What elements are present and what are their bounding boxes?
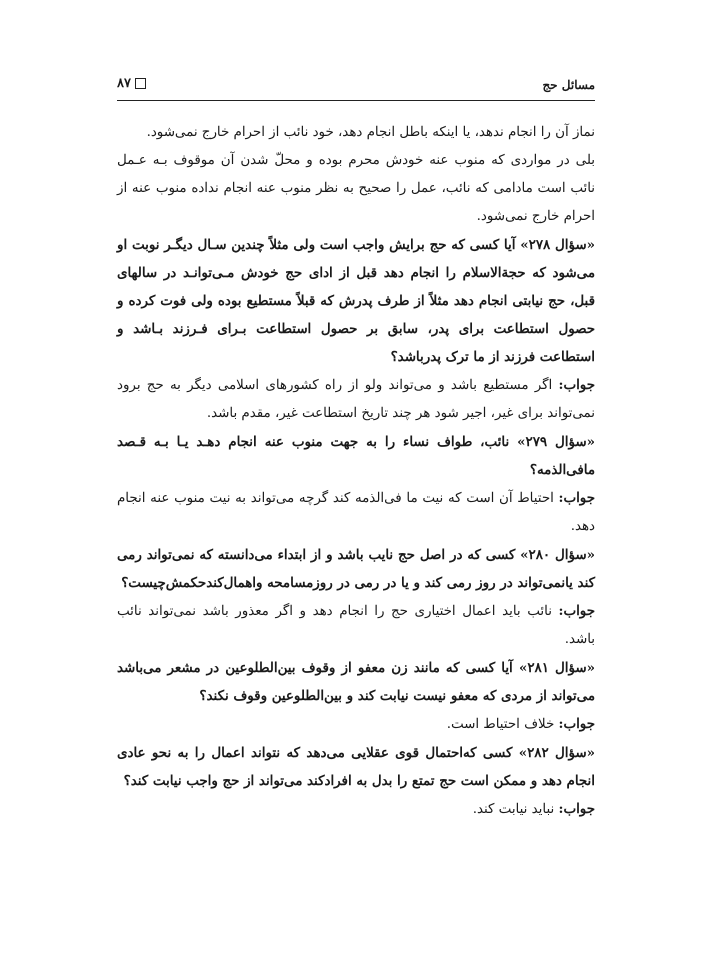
paragraph: نماز آن را انجام ندهد، یا اینکه باطل انجام دهد، خود نائب از احرام خارج نمی‌شود. bbox=[146, 125, 595, 140]
question-label: «سؤال ۲۸۲» bbox=[518, 745, 595, 761]
page-number-value: ۸۷ bbox=[117, 76, 131, 91]
answer-label: جواب: bbox=[558, 801, 595, 817]
answer-text: احتیاط آن است که نیت ما فی‌الذمه کند گرچه می‌تواند به نیت منوب عنه انجام دهد. bbox=[117, 491, 595, 534]
question-label: «سؤال ۲۷۸» bbox=[520, 237, 595, 253]
answer-text: نائب باید اعمال اختیاری حج را انجام دهد و اگر معذور باشد نمی‌تواند نائب باشد. bbox=[117, 604, 595, 647]
answer-282 bbox=[117, 795, 595, 824]
question-label: «سؤال ۲۸۱» bbox=[518, 660, 595, 676]
answer-text: اگر مستطیع باشد و می‌تواند ولو از راه کشورهای اسلامی دیگر به حج برود نمی‌تواند برای غیر، اجیر شود هر چند تاریخ استطاعت غیر، مقدم باشد. bbox=[117, 378, 595, 421]
running-title: مسائل حج bbox=[542, 78, 595, 92]
question-text: نائب، طواف نساء را به جهت منوب عنه انجام دهـد یـا بـه قـصد مافی‌الذمه؟ bbox=[117, 434, 595, 478]
question-278 bbox=[117, 231, 595, 371]
question-text: کسی که در اصل حج نایب باشد و از ابتداء می‌دانسته که نمی‌تواند رمی کند یانمی‌تواند در روز رمی کند و یا در رمی در روزمسامحه واهمال‌کندحکمش‌چیست؟ bbox=[117, 547, 595, 591]
answer-281 bbox=[117, 710, 595, 739]
answer-280 bbox=[117, 597, 595, 654]
answer-label: جواب: bbox=[558, 603, 595, 619]
question-282 bbox=[117, 739, 595, 795]
question-279 bbox=[117, 428, 595, 484]
page-number bbox=[117, 76, 146, 91]
answer-label: جواب: bbox=[558, 716, 595, 732]
paragraph: بلی در مواردی که منوب عنه خودش محرم بوده و محلّ شدن آن موقوف بـه عـمل نائب است مادامی که نائب، عمل را صحیح به نظر منوب عنه انجام نداده منوب عنه از احرام خارج نمی‌شود. bbox=[117, 153, 595, 224]
page-body bbox=[117, 119, 595, 824]
answer-278 bbox=[117, 371, 595, 428]
question-text: آیا کسی که مانند زن معفو از وقوف بین‌الطلوعین در مشعر می‌باشد می‌تواند از مردی که معفو نیست نیابت کند و بین‌الطلوعین وقوف نکند؟ bbox=[117, 660, 595, 704]
page-header bbox=[117, 70, 595, 101]
answer-279 bbox=[117, 484, 595, 541]
answer-label: جواب: bbox=[558, 490, 595, 506]
question-text: آیا کسی که حج برایش واجب است ولی مثلاً چندین سـال دیگـر نوبت او می‌شود که حجةالاسلام را انجام دهد قبل از ادای حج خودش مـی‌توانـد در سالهای قبل، حج نیابتی انجام دهد مثلاً از طرف پدرش که قبلاً مستطیع بوده ولی فوت کرده و حصول استطاعت برای پدر، سابق بر حصول استطاعت بـرای فـرزند بـاشد و استطاعت فرزند از ما ترک پدرباشد؟ bbox=[117, 237, 595, 365]
answer-label: جواب: bbox=[558, 377, 595, 393]
document-page bbox=[117, 70, 595, 824]
answer-text: نباید نیابت کند. bbox=[472, 802, 555, 817]
question-280 bbox=[117, 541, 595, 597]
question-text: کسی که‌احتمال قوی عقلایی می‌دهد که نتواند اعمال را به نحو عادی انجام دهد و ممکن است حج تمتع را بدل به افرادکند می‌تواند از حج واجب نیابت کند؟ bbox=[117, 745, 595, 789]
question-281 bbox=[117, 654, 595, 710]
square-box-icon bbox=[135, 78, 146, 89]
question-label: «سؤال ۲۸۰» bbox=[520, 547, 595, 563]
question-label: «سؤال ۲۷۹» bbox=[517, 434, 595, 450]
answer-text: خلاف احتیاط است. bbox=[446, 717, 555, 732]
